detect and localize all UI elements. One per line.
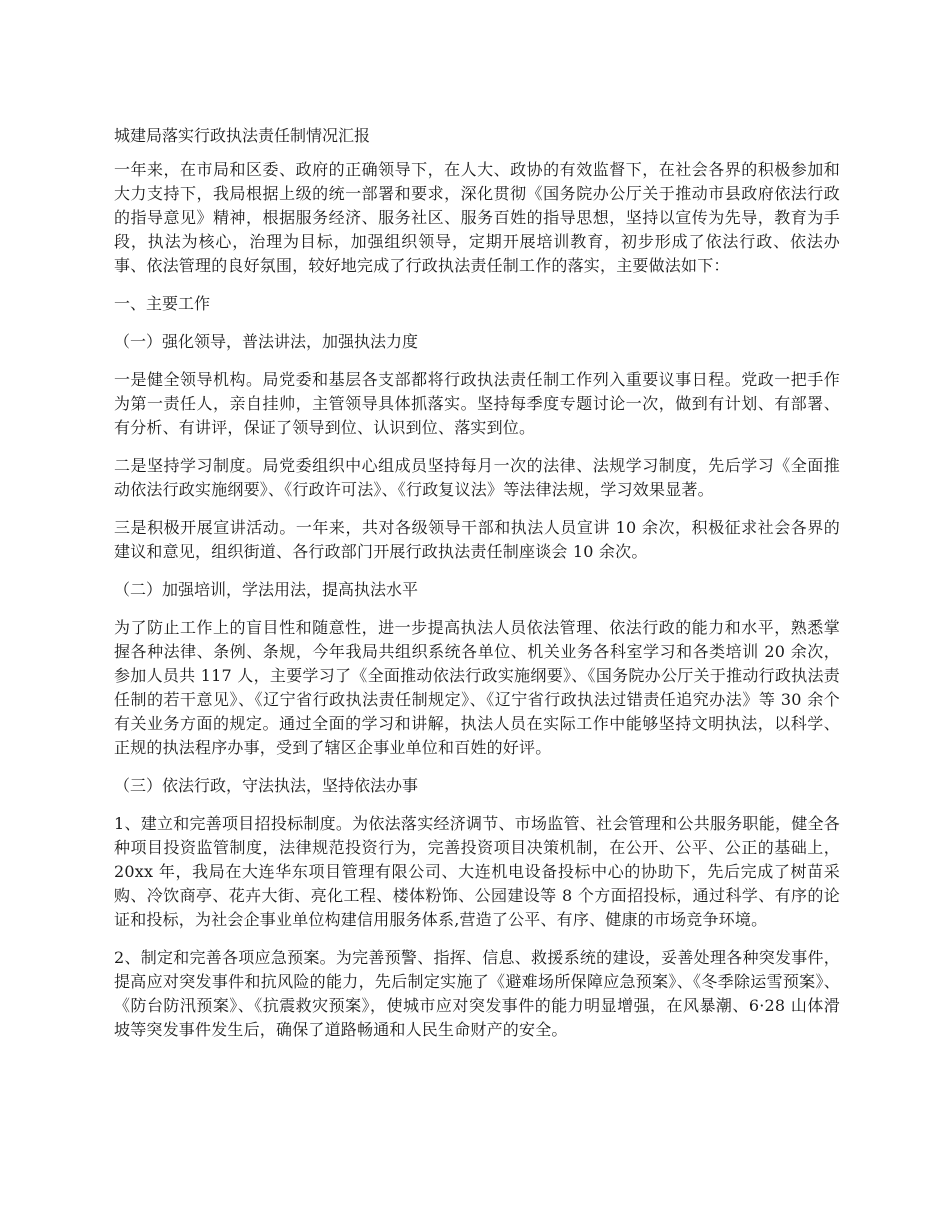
subsection-heading-3: （三）依法行政，守法执法，坚持依法办事: [114, 776, 419, 795]
paragraph-lectures: 三是积极开展宣讲活动。一年来，共对各级领导干部和执法人员宣讲 10 余次，积极征求社会各界的建议和意见，组织街道、各行政部门开展行政执法责任制座谈会 10 余次。: [114, 518, 840, 561]
paragraph-study-system: 二是坚持学习制度。局党委组织中心组成员坚持每月一次的法律、法规学习制度，先后学习《全面推动依法行政实施纲要》、《行政许可法》、《行政复议法》等法律法规，学习效果显著。: [114, 456, 840, 499]
section-heading-main-work: 一、主要工作: [114, 294, 211, 313]
document-page: [114, 124, 840, 1056]
intro-paragraph: 一年来，在市局和区委、政府的正确领导下，在人大、政协的有效监督下，在社会各界的积极参加和大力支持下，我局根据上级的统一部署和要求，深化贯彻《国务院办公厅关于推动市县政府依法行政的指导意见》精神，根据服务经济、服务社区、服务百姓的指导思想，坚持以宣传为先导，教育为手段，执法为核心，治理为目标，加强组织领导，定期开展培训教育，初步形成了依法行政、依法办事、依法管理的良好氛围，较好地完成了行政执法责任制工作的落实，主要做法如下：: [114, 160, 840, 275]
document-title: 城建局落实行政执法责任制情况汇报: [114, 126, 371, 145]
paragraph-bidding: 1、建立和完善项目招投标制度。为依法落实经济调节、市场监管、社会管理和公共服务职能，健全各种项目投资监管制度，法律规范投资行为，完善投资项目决策机制，在公开、公平、公正的基础上，20xx 年，我局在大连华东项目管理有限公司、大连机电设备投标中心的协助下，先后完成了树苗采购、冷饮商亭、花卉大街、亮化工程、楼体粉饰、公园建设等 8 个方面招投标，通过科学、有序的论证和投标，为社会企事业单位构建信用服务体系,营造了公平、有序、健康的市场竞争环境。: [114, 814, 840, 929]
subsection-heading-2: （二）加强培训，学法用法，提高执法水平: [114, 580, 419, 599]
paragraph-emergency-plans: 2、制定和完善各项应急预案。为完善预警、指挥、信息、救援系统的建设，妥善处理各种突发事件，提高应对突发事件和抗风险的能力，先后制定实施了《避难场所保障应急预案》、《冬季除运雪预案》、《防台防汛预案》、《抗震救灾预案》，使城市应对突发事件的能力明显增强，在风暴潮、6·28 山体滑坡等突发事件发生后，确保了道路畅通和人民生命财产的安全。: [114, 948, 840, 1039]
subsection-heading-1: （一）强化领导，普法讲法，加强执法力度: [114, 332, 419, 351]
paragraph-leadership: 一是健全领导机构。局党委和基层各支部都将行政执法责任制工作列入重要议事日程。党政一把手作为第一责任人，亲自挂帅，主管领导具体抓落实。坚持每季度专题讨论一次，做到有计划、有部署、有分析、有讲评，保证了领导到位、认识到位、落实到位。: [114, 370, 840, 437]
paragraph-training: 为了防止工作上的盲目性和随意性，进一步提高执法人员依法管理、依法行政的能力和水平，熟悉掌握各种法律、条例、条规，今年我局共组织系统各单位、机关业务各科室学习和各类培训 20 余次，参加人员共 117 人，主要学习了《全面推动依法行政实施纲要》、《国务院办公厅关于推动行政执法责任制的若干意见》、《辽宁省行政执法责任制规定》、《辽宁省行政执法过错责任追究办法》等 30 余个有关业务方面的规定。通过全面的学习和讲解，执法人员在实际工作中能够坚持文明执法，以科学、正规的执法程序办事，受到了辖区企事业单位和百姓的好评。: [114, 618, 840, 757]
